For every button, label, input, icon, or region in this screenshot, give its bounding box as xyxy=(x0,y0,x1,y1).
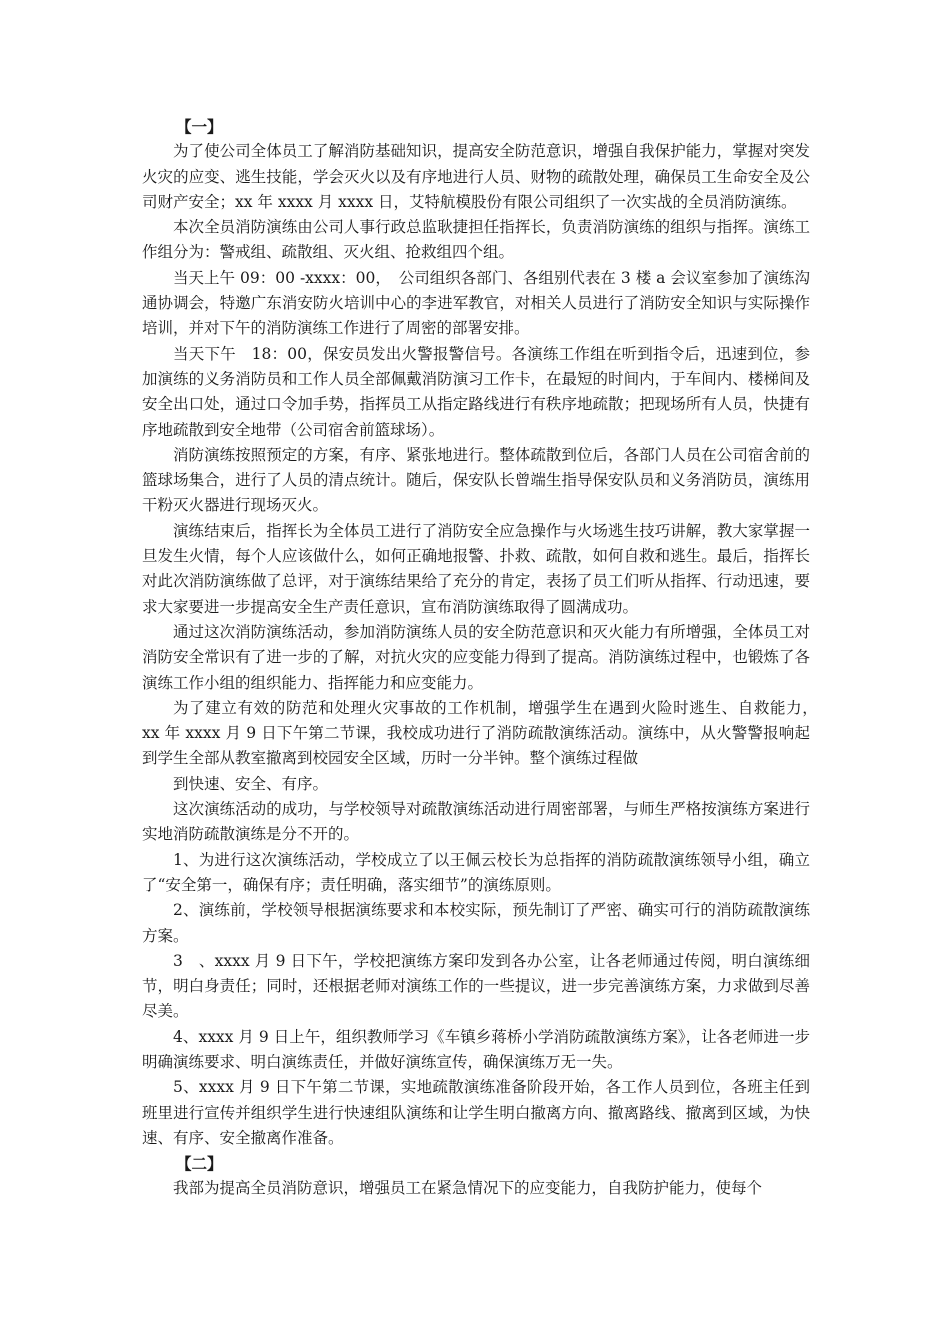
document-body xyxy=(142,114,826,1202)
paragraph: 消防演练按照预定的方案，有序、紧张地进行。整体疏散到位后，各部门人员在公司宿舍前的篮球场集合，进行了人员的清点统计。随后，保安队长曾端生指导保安队员和义务消防员，演练用干粉灭火器进行现场灭火。 xyxy=(142,445,810,515)
paragraph: 3 、xxxx 月 9 日下午，学校把演练方案印发到各办公室，让各老师通过传阅，明白演练细节，明白身责任；同时，还根据老师对演练工作的一些提议，进一步完善演练方案，力求做到尽善尽美。 xyxy=(142,951,810,1021)
paragraph: 这次演练活动的成功，与学校领导对疏散演练活动进行周密部署，与师生严格按演练方案进行实地消防疏散演练是分不开的。 xyxy=(142,800,810,844)
paragraph: 当天上午 09：00 -xxxx：00， 公司组织各部门、各组别代表在 3 楼 a 会议室参加了演练沟通协调会，特邀广东消安防火培训中心的李进军教官，对相关人员进行了消防安全知识与实际操作培训，并对下午的消防演练工作进行了周密的部署安排。 xyxy=(142,268,810,338)
section-heading-2: 【二】 xyxy=(176,1154,223,1174)
paragraph: 到快速、安全、有序。 xyxy=(173,774,329,793)
paragraph: 当天下午 18：00，保安员发出火警报警信号。各演练工作组在听到指令后，迅速到位，参加演练的义务消防员和工作人员全部佩戴消防演习工作卡，在最短的时间内，于车间内、楼梯间及安全出口处，通过口令加手势，指挥员工从指定路线进行有秩序地疏散；把现场所有人员，快捷有序地疏散到安全地带（公司宿舍前篮球场）。 xyxy=(142,344,810,439)
paragraph: 演练结束后，指挥长为全体员工进行了消防安全应急操作与火场逃生技巧讲解，教大家掌握一旦发生火情，每个人应该做什么，如何正确地报警、扑救、疏散，如何自救和逃生。最后，指挥长对此次消防演练做了总评，对于演练结果给了充分的肯定，表扬了员工们听从指挥、行动迅速，要求大家要进一步提高安全生产责任意识，宣布消防演练取得了圆满成功。 xyxy=(142,521,810,616)
paragraph: 1、为进行这次演练活动，学校成立了以王佩云校长为总指挥的消防疏散演练领导小组，确立了“安全第一，确保有序；责任明确，落实细节”的演练原则。 xyxy=(142,850,810,894)
paragraph: 我部为提高全员消防意识，增强员工在紧急情况下的应变能力，自我防护能力，使每个 xyxy=(173,1179,763,1198)
section-heading-1: 【一】 xyxy=(176,117,223,136)
paragraph: 4、xxxx 月 9 日上午，组织教师学习《车镇乡蒋桥小学消防疏散演练方案》，让各老师进一步明确演练要求、明白演练责任，并做好演练宣传，确保演练万无一失。 xyxy=(142,1027,810,1071)
paragraph: 为了使公司全体员工了解消防基础知识，提高安全防范意识，增强自我保护能力，掌握对突发火灾的应变、逃生技能，学会灭火以及有序地进行人员、财物的疏散处理，确保员工生命安全及公司财产安全；xx 年 xxxx 月 xxxx 日，艾特航模股份有限公司组织了一次实战的全员消防演练。 xyxy=(142,142,810,211)
paragraph: 本次全员消防演练由公司人事行政总监耿捷担任指挥长，负责消防演练的组织与指挥。演练工作组分为：警戒组、疏散组、灭火组、抢救组四个组。 xyxy=(142,218,810,262)
paragraph: 2、演练前，学校领导根据演练要求和本校实际，预先制订了严密、确实可行的消防疏散演练方案。 xyxy=(142,901,810,945)
paragraph: 5、xxxx 月 9 日下午第二节课，实地疏散演练准备阶段开始，各工作人员到位，各班主任到班里进行宣传并组织学生进行快速组队演练和让学生明白撤离方向、撤离路线、撤离到区域，为快速、有序、安全撤离作准备。 xyxy=(142,1078,810,1147)
paragraph: 通过这次消防演练活动，参加消防演练人员的安全防范意识和灭火能力有所增强，全体员工对消防安全常识有了进一步的了解，对抗火灾的应变能力得到了提高。消防演练过程中，也锻炼了各演练工作小组的组织能力、指挥能力和应变能力。 xyxy=(142,622,810,692)
paragraph: 为了建立有效的防范和处理火灾事故的工作机制，增强学生在遇到火险时逃生、自救能力， xx 年 xxxx 月 9 日下午第二节课，我校成功进行了消防疏散演练活动。演练中，从火警警报响起到学生全部从教室撤离到校园安全区域，历时一分半钟。整个演练过程做 xyxy=(142,698,826,768)
